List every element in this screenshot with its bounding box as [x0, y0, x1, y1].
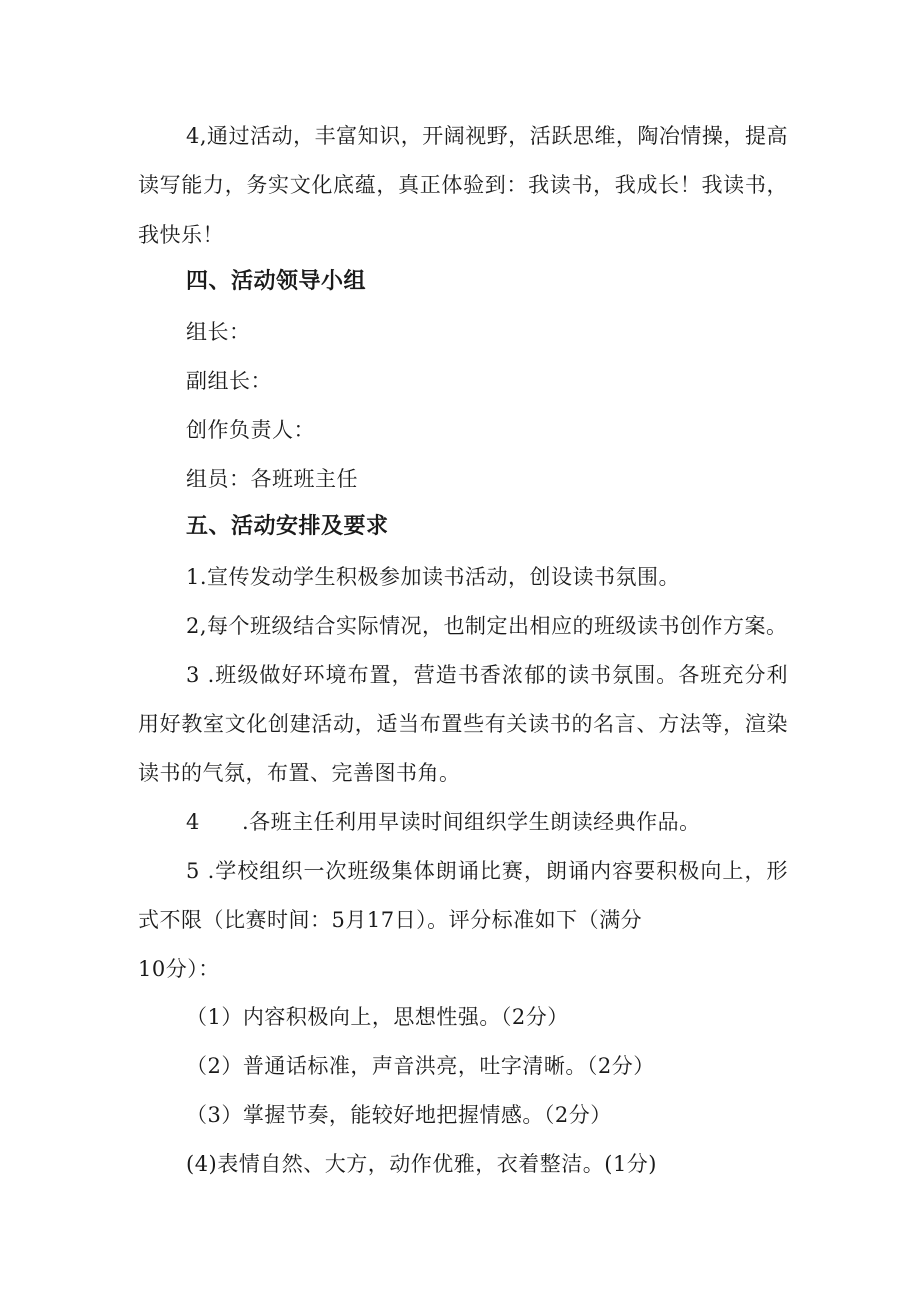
paragraph-4-text: .各班主任利用早读时间组织学生朗读经典作品。 — [242, 810, 701, 834]
paragraph-1: 1.宣传发动学生积极参加读书活动，创设读书氛围。 — [186, 565, 681, 589]
paragraph-2: 2,每个班级结合实际情况，也制定出相应的班级读书创作方案。 — [186, 614, 788, 638]
paragraph-5-line2: 式不限（比赛时间：5月17日）。评分标准如下（满分 — [138, 908, 643, 932]
item4-line3: 我快乐！ — [138, 223, 224, 247]
paragraph-3-line3: 读书的气氛，布置、完善图书角。 — [138, 761, 461, 785]
members-line: 组员：各班班主任 — [186, 467, 358, 491]
section4-heading: 四、活动领导小组 — [186, 269, 367, 294]
criterion-3: （3）掌握节奏，能较好地把握情感。（2分） — [186, 1103, 612, 1127]
leader-line: 组长： — [186, 320, 251, 344]
item4-line1: 4,通过活动，丰富知识，开阔视野，活跃思维，陶冶情操，提高 — [186, 124, 788, 148]
section5-heading: 五、活动安排及要求 — [186, 514, 389, 539]
paragraph-4-number: 4 — [186, 810, 200, 834]
paragraph-5-line1: 5 .学校组织一次班级集体朗诵比赛，朗诵内容要积极向上，形 — [186, 859, 788, 883]
paragraph-3-line1: 3 .班级做好环境布置，营造书香浓郁的读书氛围。各班充分利 — [186, 663, 788, 687]
criterion-4: (4)表情自然、大方，动作优雅，衣着整洁。(1分) — [186, 1152, 657, 1176]
deputy-line: 副组长： — [186, 369, 272, 393]
paragraph-3-line2: 用好教室文化创建活动，适当布置些有关读书的名言、方法等，渲染 — [138, 712, 788, 736]
paragraph-5-line3: 10分）： — [138, 957, 220, 981]
creative-lead-line: 创作负责人： — [186, 418, 315, 442]
item4-line2: 读写能力，务实文化底蕴，真正体验到：我读书，我成长！我读书， — [138, 173, 788, 197]
criterion-2: （2）普通话标准，声音洪亮，吐字清晰。（2分） — [186, 1054, 655, 1078]
criterion-1: （1）内容积极向上，思想性强。（2分） — [186, 1005, 569, 1029]
